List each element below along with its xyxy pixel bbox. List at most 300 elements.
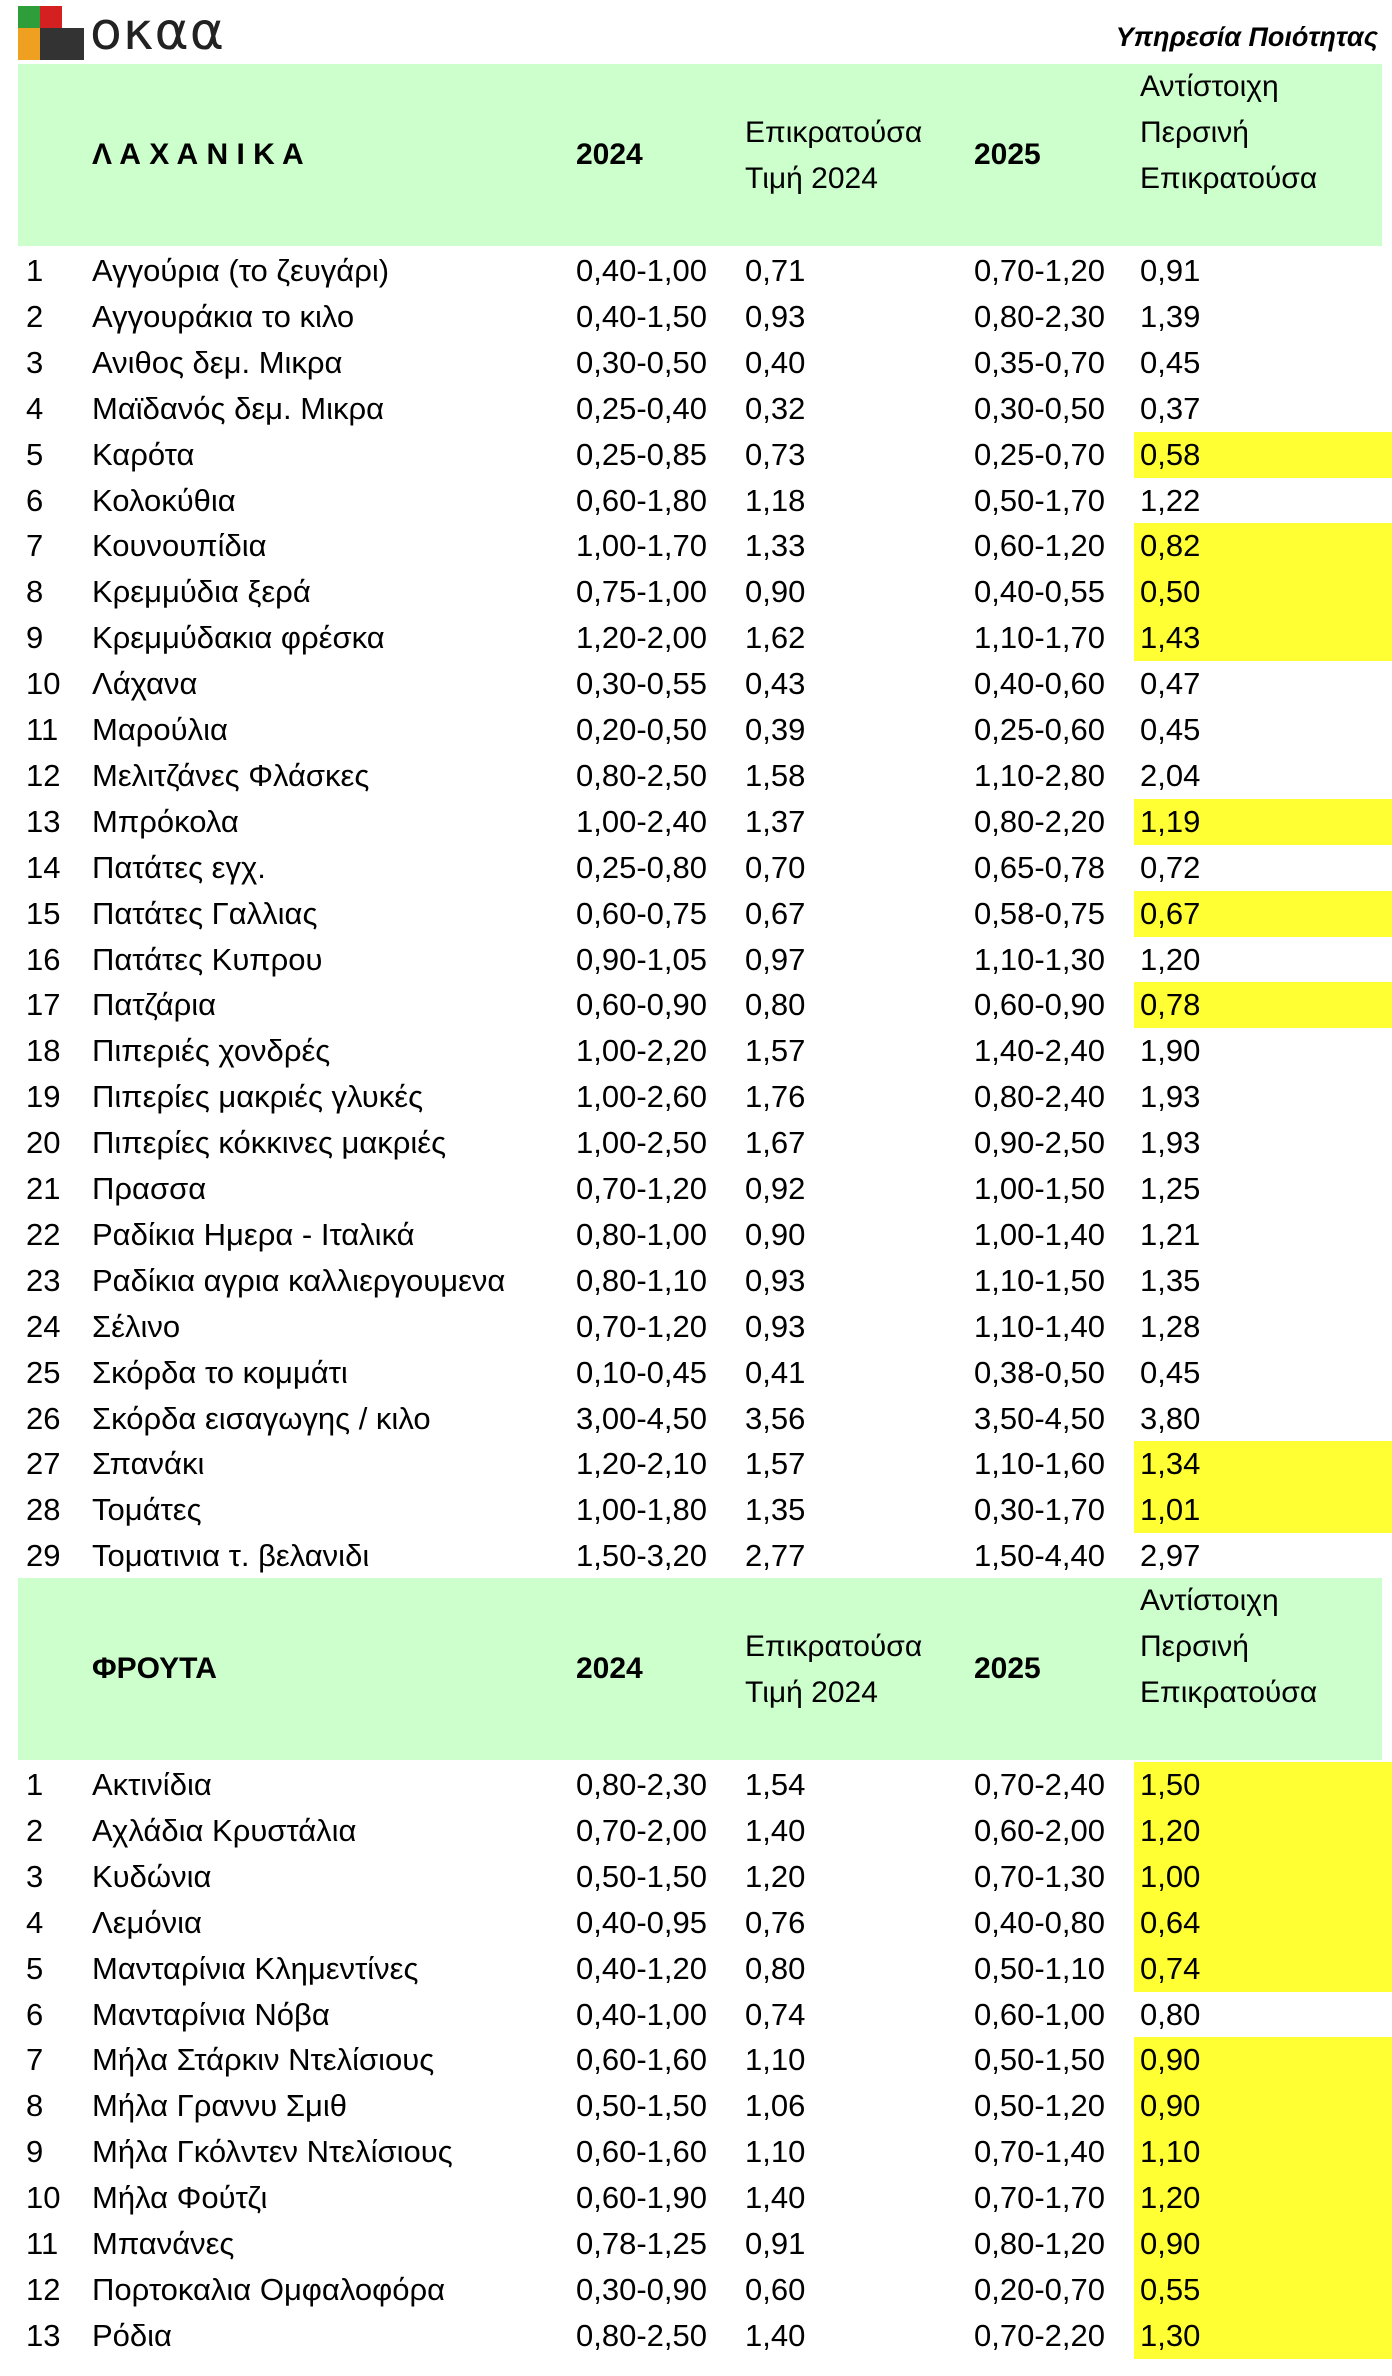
product-name: Πατάτες εγχ. <box>92 849 266 885</box>
product-name: Πατάτες Κυπρου <box>92 941 323 977</box>
range-2025: 1,10-1,40 <box>974 1308 1105 1344</box>
prevailing-2024: 0,43 <box>745 666 806 702</box>
range-2024: 0,60-0,90 <box>576 987 707 1023</box>
col-prevailing-2024-l2: Τιμή 2024 <box>745 1676 878 1709</box>
last-year-prevailing: 0,64 <box>1134 1900 1392 1946</box>
last-year-prevailing: 1,50 <box>1134 1762 1392 1808</box>
last-year-prevailing: 1,01 <box>1134 1487 1392 1533</box>
product-name: Αγγουράκια το κιλο <box>92 298 355 334</box>
last-year-prevailing: 1,00 <box>1134 1854 1392 1900</box>
last-year-prevailing: 1,21 <box>1140 1216 1201 1252</box>
prevailing-2024: 0,39 <box>745 712 806 747</box>
row-number: 9 <box>26 2134 44 2170</box>
row-number: 6 <box>26 482 44 518</box>
product-name: Μήλα Γκόλντεν Ντελίσιους <box>92 2134 453 2170</box>
product-name: Πρασσα <box>92 1171 207 1206</box>
prevailing-2024: 0,97 <box>745 941 806 977</box>
table-row <box>18 1304 1382 1350</box>
row-number: 11 <box>26 2226 59 2261</box>
last-year-prevailing: 1,25 <box>1140 1171 1201 1206</box>
logo-red-square <box>40 6 62 28</box>
row-number: 17 <box>26 987 61 1023</box>
table-row <box>18 1212 1382 1258</box>
table-row <box>18 478 1382 524</box>
range-2024: 1,20-2,10 <box>576 1446 707 1482</box>
table-row <box>18 2267 1382 2313</box>
prevailing-2024: 0,80 <box>745 987 806 1023</box>
prevailing-2024: 3,56 <box>745 1400 806 1436</box>
row-number: 24 <box>26 1308 61 1344</box>
prevailing-2024: 1,40 <box>745 1812 806 1848</box>
last-year-prevailing: 0,74 <box>1134 1946 1392 1992</box>
row-number: 27 <box>26 1446 61 1482</box>
range-2024: 0,80-2,50 <box>576 2317 707 2353</box>
row-number: 3 <box>26 1858 44 1894</box>
range-2025: 0,65-0,78 <box>974 849 1105 885</box>
prevailing-2024: 0,32 <box>745 390 806 426</box>
last-year-prevailing: 0,72 <box>1140 849 1201 885</box>
range-2025: 1,10-1,70 <box>974 620 1105 656</box>
fruits-header <box>18 1578 1382 1760</box>
table-row <box>18 2221 1382 2267</box>
product-name: Μήλα Στάρκιν Ντελίσιους <box>92 2042 435 2078</box>
table-row <box>18 707 1382 753</box>
range-2024: 0,60-1,90 <box>576 2180 707 2216</box>
table-row <box>18 1396 1382 1442</box>
last-year-prevailing: 1,43 <box>1134 615 1392 661</box>
row-number: 16 <box>26 941 61 977</box>
last-year-prevailing: 1,90 <box>1140 1033 1201 1069</box>
range-2024: 0,40-1,20 <box>576 1950 707 1986</box>
col-last-year-l1: Αντίστοιχη <box>1140 1584 1279 1617</box>
logo-dark-block <box>40 28 84 60</box>
range-2024: 0,10-0,45 <box>576 1354 707 1390</box>
product-name: Σπανάκι <box>92 1446 205 1482</box>
product-name: Ρόδια <box>92 2317 172 2353</box>
range-2025: 0,60-1,20 <box>974 528 1105 564</box>
prevailing-2024: 1,54 <box>745 1767 806 1802</box>
range-2025: 1,10-1,50 <box>974 1262 1105 1298</box>
row-number: 18 <box>26 1033 61 1069</box>
vegetables-header <box>18 64 1382 246</box>
row-number: 28 <box>26 1492 61 1528</box>
prevailing-2024: 1,67 <box>745 1125 806 1161</box>
range-2025: 0,35-0,70 <box>974 344 1105 380</box>
range-2024: 1,20-2,00 <box>576 620 707 656</box>
product-name: Κολοκύθια <box>92 482 236 518</box>
range-2025: 1,00-1,40 <box>974 1216 1105 1252</box>
range-2025: 0,80-2,40 <box>974 1079 1105 1115</box>
table-row <box>18 248 1382 294</box>
range-2024: 0,30-0,50 <box>576 344 707 380</box>
range-2024: 0,30-0,90 <box>576 2271 707 2307</box>
row-number: 9 <box>26 620 44 656</box>
range-2025: 1,00-1,50 <box>974 1171 1105 1206</box>
prevailing-2024: 1,20 <box>745 1858 806 1894</box>
range-2024: 0,25-0,80 <box>576 849 707 885</box>
product-name: Ανιθος δεμ. Μικρα <box>92 344 343 380</box>
row-number: 1 <box>26 253 44 288</box>
range-2025: 0,70-1,70 <box>974 2180 1105 2216</box>
product-name: Πιπεριές χονδρές <box>92 1033 331 1069</box>
product-name: Μαϊδανός δεμ. Μικρα <box>92 390 385 426</box>
table-row <box>18 1028 1382 1074</box>
range-2025: 0,50-1,20 <box>974 2088 1105 2124</box>
last-year-prevailing: 1,93 <box>1140 1079 1201 1115</box>
range-2024: 0,80-1,10 <box>576 1262 707 1298</box>
table-row <box>18 1946 1382 1992</box>
range-2024: 1,00-1,80 <box>576 1492 707 1528</box>
last-year-prevailing: 0,45 <box>1140 712 1201 747</box>
table-row <box>18 2083 1382 2129</box>
range-2025: 0,60-0,90 <box>974 987 1105 1023</box>
last-year-prevailing: 1,34 <box>1134 1441 1392 1487</box>
range-2024: 0,75-1,00 <box>576 574 707 610</box>
product-name: Πιπερίες κόκκινες μακριές <box>92 1125 447 1161</box>
range-2024: 0,40-0,95 <box>576 1904 707 1940</box>
fruits-title: ΦΡΟΥΤΑ <box>92 1652 217 1685</box>
prevailing-2024: 0,70 <box>745 849 806 885</box>
col-last-year-l3: Επικρατούσα <box>1140 1676 1318 1709</box>
range-2025: 0,20-0,70 <box>974 2271 1105 2307</box>
last-year-prevailing: 0,90 <box>1134 2037 1392 2083</box>
last-year-prevailing: 0,55 <box>1134 2267 1392 2313</box>
range-2025: 0,40-0,60 <box>974 666 1105 702</box>
prevailing-2024: 0,80 <box>745 1950 806 1986</box>
col-prevailing-2024-l2: Τιμή 2024 <box>745 162 878 195</box>
range-2025: 0,80-1,20 <box>974 2226 1105 2261</box>
last-year-prevailing: 1,20 <box>1134 1808 1392 1854</box>
table-row <box>18 294 1382 340</box>
row-number: 13 <box>26 803 61 839</box>
prevailing-2024: 0,71 <box>745 253 806 288</box>
prevailing-2024: 1,76 <box>745 1079 806 1115</box>
range-2025: 0,70-1,30 <box>974 1858 1105 1894</box>
row-number: 5 <box>26 436 44 472</box>
range-2024: 0,50-1,50 <box>576 1858 707 1894</box>
prevailing-2024: 0,90 <box>745 1216 806 1252</box>
row-number: 12 <box>26 2271 61 2307</box>
prevailing-2024: 0,41 <box>745 1354 806 1390</box>
table-row <box>18 2175 1382 2221</box>
prevailing-2024: 1,57 <box>745 1033 806 1069</box>
last-year-prevailing: 0,80 <box>1140 1996 1201 2032</box>
range-2025: 0,70-2,40 <box>974 1767 1105 1802</box>
prevailing-2024: 0,74 <box>745 1996 806 2032</box>
last-year-prevailing: 0,82 <box>1134 523 1392 569</box>
range-2024: 0,60-1,80 <box>576 482 707 518</box>
range-2025: 0,70-2,20 <box>974 2317 1105 2353</box>
range-2024: 0,60-0,75 <box>576 895 707 931</box>
range-2024: 0,50-1,50 <box>576 2088 707 2124</box>
row-number: 11 <box>26 712 59 747</box>
table-row <box>18 2313 1382 2359</box>
table-row <box>18 2129 1382 2175</box>
range-2024: 1,00-1,70 <box>576 528 707 564</box>
row-number: 1 <box>26 1767 44 1802</box>
col-last-year-l2: Περσινή <box>1140 1630 1249 1663</box>
table-row <box>18 1487 1382 1533</box>
product-name: Μανταρίνια Νόβα <box>92 1996 330 2032</box>
range-2024: 0,20-0,50 <box>576 712 707 747</box>
prevailing-2024: 1,40 <box>745 2180 806 2216</box>
range-2024: 0,78-1,25 <box>576 2226 707 2261</box>
range-2025: 0,25-0,60 <box>974 712 1105 747</box>
prevailing-2024: 1,10 <box>745 2134 806 2170</box>
last-year-prevailing: 0,37 <box>1140 390 1201 426</box>
row-number: 5 <box>26 1950 44 1986</box>
last-year-prevailing: 1,28 <box>1140 1308 1201 1344</box>
product-name: Ακτινίδια <box>92 1767 212 1802</box>
prevailing-2024: 1,58 <box>745 757 806 793</box>
table-row <box>18 615 1382 661</box>
table-row <box>18 661 1382 707</box>
range-2025: 1,10-1,30 <box>974 941 1105 977</box>
product-name: Κυδώνια <box>92 1858 212 1894</box>
product-name: Μπρόκολα <box>92 803 239 839</box>
range-2025: 0,40-0,55 <box>974 574 1105 610</box>
range-2024: 3,00-4,50 <box>576 1400 707 1436</box>
range-2025: 0,70-1,20 <box>974 253 1105 288</box>
row-number: 7 <box>26 2042 44 2078</box>
row-number: 8 <box>26 574 44 610</box>
prevailing-2024: 1,40 <box>745 2317 806 2353</box>
row-number: 6 <box>26 1996 44 2032</box>
range-2024: 0,40-1,00 <box>576 253 707 288</box>
range-2024: 0,40-1,50 <box>576 298 707 334</box>
product-name: Καρότα <box>92 436 195 472</box>
last-year-prevailing: 0,58 <box>1134 432 1392 478</box>
product-name: Πατάτες Γαλλιας <box>92 895 318 931</box>
row-number: 10 <box>26 666 61 702</box>
table-row <box>18 1120 1382 1166</box>
last-year-prevailing: 1,93 <box>1140 1125 1201 1161</box>
range-2025: 0,30-1,70 <box>974 1492 1105 1528</box>
table-row <box>18 1074 1382 1120</box>
table-row <box>18 2037 1382 2083</box>
range-2025: 0,60-2,00 <box>974 1812 1105 1848</box>
row-number: 8 <box>26 2088 44 2124</box>
product-name: Πατζάρια <box>92 987 217 1023</box>
range-2025: 0,30-0,50 <box>974 390 1105 426</box>
logo-wordmark: οκαα <box>90 2 226 62</box>
product-name: Αγγούρια (το ζευγάρι) <box>92 253 390 288</box>
prevailing-2024: 1,35 <box>745 1492 806 1528</box>
last-year-prevailing: 1,20 <box>1140 941 1201 977</box>
range-2024: 1,00-2,20 <box>576 1033 707 1069</box>
last-year-prevailing: 0,50 <box>1134 569 1392 615</box>
table-row <box>18 1350 1382 1396</box>
col-last-year-l1: Αντίστοιχη <box>1140 70 1279 103</box>
last-year-prevailing: 0,45 <box>1140 1354 1201 1390</box>
table-row <box>18 386 1382 432</box>
row-number: 29 <box>26 1538 61 1574</box>
table-row <box>18 569 1382 615</box>
range-2024: 1,00-2,60 <box>576 1079 707 1115</box>
range-2024: 0,80-2,50 <box>576 757 707 793</box>
range-2024: 0,25-0,85 <box>576 436 707 472</box>
range-2025: 0,40-0,80 <box>974 1904 1105 1940</box>
range-2025: 0,50-1,10 <box>974 1950 1105 1986</box>
last-year-prevailing: 0,45 <box>1140 344 1201 380</box>
last-year-prevailing: 0,67 <box>1134 891 1392 937</box>
prevailing-2024: 2,77 <box>745 1538 806 1574</box>
range-2025: 1,40-2,40 <box>974 1033 1105 1069</box>
prevailing-2024: 1,33 <box>745 528 806 564</box>
row-number: 23 <box>26 1262 61 1298</box>
range-2025: 0,25-0,70 <box>974 436 1105 472</box>
range-2024: 0,90-1,05 <box>576 941 707 977</box>
table-row <box>18 1992 1382 2038</box>
col-2024: 2024 <box>576 138 643 171</box>
last-year-prevailing: 3,80 <box>1140 1400 1201 1436</box>
range-2025: 0,58-0,75 <box>974 895 1105 931</box>
row-number: 2 <box>26 298 44 334</box>
table-row <box>18 432 1382 478</box>
row-number: 2 <box>26 1812 44 1848</box>
row-number: 7 <box>26 528 44 564</box>
range-2024: 0,70-1,20 <box>576 1308 707 1344</box>
last-year-prevailing: 1,22 <box>1140 482 1201 518</box>
range-2025: 1,10-2,80 <box>974 757 1105 793</box>
vegetables-title: Λ Α Χ Α Ν Ι Κ Α <box>92 138 304 171</box>
product-name: Ραδίκια αγρια καλλιεργουμενα <box>92 1262 506 1298</box>
product-name: Ραδίκια Ημερα - Ιταλικά <box>92 1216 415 1252</box>
product-name: Πιπερίες μακριές γλυκές <box>92 1079 424 1115</box>
table-row <box>18 753 1382 799</box>
prevailing-2024: 1,18 <box>745 482 806 518</box>
last-year-prevailing: 0,90 <box>1134 2221 1392 2267</box>
table-row <box>18 1533 1382 1579</box>
range-2025: 0,50-1,70 <box>974 482 1105 518</box>
product-name: Λάχανα <box>92 666 198 702</box>
prevailing-2024: 1,37 <box>745 803 806 839</box>
range-2025: 0,60-1,00 <box>974 1996 1105 2032</box>
table-row <box>18 1441 1382 1487</box>
table-row <box>18 799 1382 845</box>
row-number: 21 <box>26 1171 61 1206</box>
range-2024: 1,00-2,50 <box>576 1125 707 1161</box>
prevailing-2024: 0,73 <box>745 436 806 472</box>
range-2024: 0,25-0,40 <box>576 390 707 426</box>
table-row <box>18 1166 1382 1212</box>
range-2024: 1,00-2,40 <box>576 803 707 839</box>
prevailing-2024: 0,93 <box>745 1262 806 1298</box>
logo-green-square <box>18 6 40 28</box>
product-name: Σκόρδα το κομμάτι <box>92 1354 348 1390</box>
col-last-year-l3: Επικρατούσα <box>1140 162 1318 195</box>
col-prevailing-2024-l1: Επικρατούσα <box>745 1630 923 1663</box>
row-number: 12 <box>26 757 61 793</box>
prevailing-2024: 0,90 <box>745 574 806 610</box>
last-year-prevailing: 1,10 <box>1134 2129 1392 2175</box>
col-last-year-l2: Περσινή <box>1140 116 1249 149</box>
row-number: 4 <box>26 390 44 426</box>
range-2024: 1,50-3,20 <box>576 1538 707 1574</box>
prevailing-2024: 0,67 <box>745 895 806 931</box>
range-2025: 1,50-4,40 <box>974 1538 1105 1574</box>
product-name: Τομάτες <box>92 1492 202 1528</box>
product-name: Μήλα Φούτζι <box>92 2180 268 2216</box>
range-2024: 0,80-2,30 <box>576 1767 707 1802</box>
product-name: Μελιτζάνες Φλάσκες <box>92 757 370 793</box>
range-2025: 0,38-0,50 <box>974 1354 1105 1390</box>
table-row <box>18 1854 1382 1900</box>
prevailing-2024: 0,60 <box>745 2271 806 2307</box>
top-bar <box>0 0 1392 64</box>
range-2024: 0,60-1,60 <box>576 2134 707 2170</box>
prevailing-2024: 0,76 <box>745 1904 806 1940</box>
row-number: 20 <box>26 1125 61 1161</box>
range-2025: 0,90-2,50 <box>974 1125 1105 1161</box>
table-row <box>18 523 1382 569</box>
prevailing-2024: 0,93 <box>745 1308 806 1344</box>
row-number: 15 <box>26 895 61 931</box>
product-name: Λεμόνια <box>92 1904 202 1940</box>
product-name: Κρεμμύδια ξερά <box>92 574 311 610</box>
prevailing-2024: 0,40 <box>745 344 806 380</box>
prevailing-2024: 1,10 <box>745 2042 806 2078</box>
product-name: Σέλινο <box>92 1308 181 1344</box>
product-name: Κρεμμύδακια φρέσκα <box>92 620 385 656</box>
last-year-prevailing: 1,19 <box>1134 799 1392 845</box>
product-name: Μπανάνες <box>92 2226 235 2261</box>
range-2025: 1,10-1,60 <box>974 1446 1105 1482</box>
row-number: 22 <box>26 1216 61 1252</box>
range-2025: 0,80-2,30 <box>974 298 1105 334</box>
product-name: Μήλα Γραννυ Σμιθ <box>92 2088 347 2124</box>
table-row <box>18 982 1382 1028</box>
table-row <box>18 891 1382 937</box>
table-row <box>18 1762 1382 1808</box>
range-2025: 0,80-2,20 <box>974 803 1105 839</box>
product-name: Πορτοκαλια Ομφαλοφόρα <box>92 2271 446 2307</box>
row-number: 3 <box>26 344 44 380</box>
col-2025: 2025 <box>974 138 1041 171</box>
row-number: 26 <box>26 1400 61 1436</box>
last-year-prevailing: 0,91 <box>1140 253 1201 288</box>
product-name: Μανταρίνια Κλημεντίνες <box>92 1950 419 1986</box>
last-year-prevailing: 0,90 <box>1134 2083 1392 2129</box>
row-number: 19 <box>26 1079 61 1115</box>
row-number: 14 <box>26 849 61 885</box>
col-2025: 2025 <box>974 1652 1041 1685</box>
range-2025: 0,50-1,50 <box>974 2042 1105 2078</box>
range-2025: 3,50-4,50 <box>974 1400 1105 1436</box>
range-2024: 0,80-1,00 <box>576 1216 707 1252</box>
row-number: 10 <box>26 2180 61 2216</box>
prevailing-2024: 0,93 <box>745 298 806 334</box>
product-name: Σκόρδα εισαγωγης / κιλο <box>92 1400 431 1436</box>
col-prevailing-2024-l1: Επικρατούσα <box>745 116 923 149</box>
prevailing-2024: 1,06 <box>745 2088 806 2124</box>
row-number: 4 <box>26 1904 44 1940</box>
table-row <box>18 1808 1382 1854</box>
last-year-prevailing: 1,30 <box>1134 2313 1392 2359</box>
range-2024: 0,70-1,20 <box>576 1171 707 1206</box>
table-row <box>18 1900 1382 1946</box>
range-2024: 0,40-1,00 <box>576 1996 707 2032</box>
last-year-prevailing: 2,97 <box>1140 1538 1201 1574</box>
range-2025: 0,70-1,40 <box>974 2134 1105 2170</box>
prevailing-2024: 0,91 <box>745 2226 806 2261</box>
row-number: 25 <box>26 1354 61 1390</box>
range-2024: 0,30-0,55 <box>576 666 707 702</box>
product-name: Κουνουπίδια <box>92 528 267 564</box>
last-year-prevailing: 2,04 <box>1140 757 1201 793</box>
logo-orange-square <box>18 28 40 60</box>
table-row <box>18 937 1382 983</box>
